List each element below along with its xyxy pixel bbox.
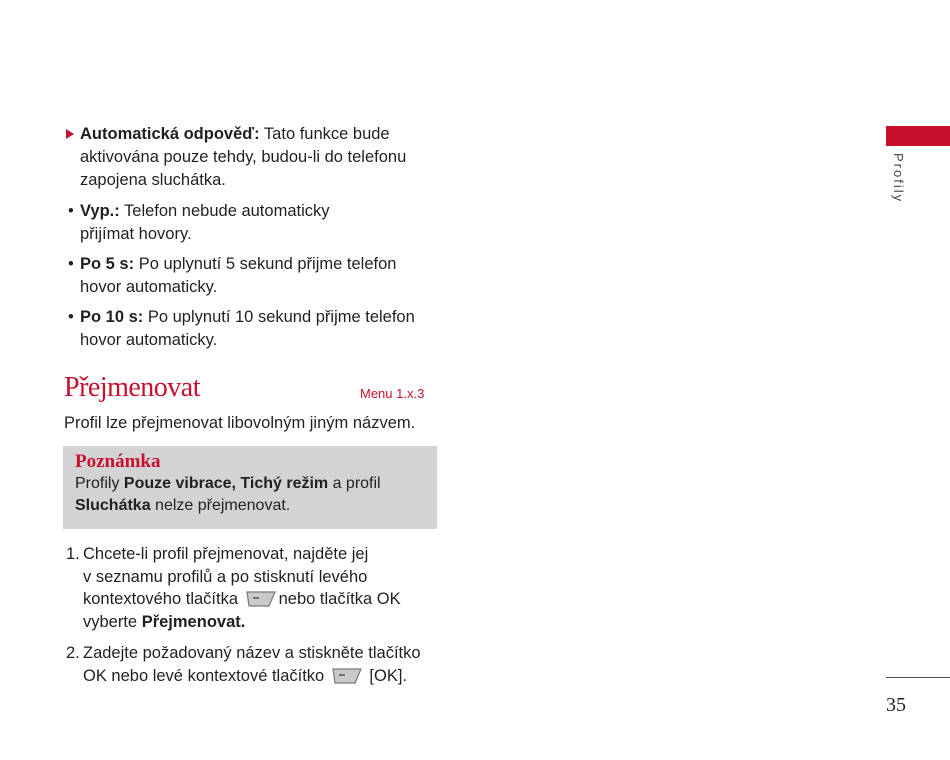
note-text-1: Profily: [75, 475, 124, 492]
auto-answer-text: [80, 123, 426, 192]
step-2: [66, 642, 426, 687]
note-text-3: nelze přejmenovat.: [150, 497, 291, 514]
step-line: Zadejte požadovaný název a stiskněte tlačítko: [83, 644, 421, 662]
step-number: 1.: [66, 545, 80, 563]
section-title: Přejmenovat: [64, 372, 201, 403]
option-desc: Po uplynutí 5 sekund přijme telefon: [134, 255, 397, 273]
note-bold-2: Sluchátka: [75, 497, 151, 514]
auto-answer-term: Automatická odpověď:: [80, 125, 260, 143]
rename-option: Přejmenovat.: [141, 612, 246, 631]
auto-answer-desc-3: zapojena sluchátka.: [80, 171, 226, 189]
step-1: [66, 543, 426, 633]
step-line: kontextového tlačítka: [83, 590, 243, 608]
section-intro: Profil lze přejmenovat libovolným jiným názvem.: [64, 414, 416, 432]
note-text-2: a profil: [328, 475, 381, 492]
step-line: [OK].: [364, 666, 407, 685]
chapter-tab-bar: [886, 126, 950, 146]
bullet-dot: •: [68, 308, 74, 326]
option-desc-cont: přijímat hovory.: [80, 225, 192, 243]
step-line: OK nebo levé kontextové tlačítko: [83, 666, 329, 685]
note-box: [63, 446, 437, 529]
step-line: nebo tlačítka OK: [278, 590, 401, 608]
option-desc-cont: hovor automaticky.: [80, 278, 218, 296]
note-title: Poznámka: [75, 451, 161, 472]
bullet-dot: •: [68, 202, 74, 220]
step-line: Chcete-li profil přejmenovat, najděte jej: [83, 545, 369, 563]
step-line: vyberte: [83, 612, 142, 631]
option-desc-cont: hovor automaticky.: [80, 331, 218, 349]
option-off: [68, 200, 428, 246]
bullet-dot: •: [68, 255, 74, 273]
page-rule: [886, 677, 950, 678]
step-number: 2.: [66, 644, 80, 662]
auto-answer-item: [66, 123, 426, 192]
step-line: v seznamu profilů a po stisknutí levého: [83, 567, 368, 586]
option-term: Vyp.:: [80, 202, 120, 220]
menu-reference: Menu 1.x.3: [360, 386, 425, 401]
page-number: 35: [886, 694, 906, 716]
option-desc: Telefon nebude automaticky: [119, 202, 330, 220]
auto-answer-desc-1: Tato funkce bude: [259, 125, 390, 143]
left-softkey-icon: [245, 590, 277, 608]
note-bold-1: Pouze vibrace, Tichý režim: [123, 475, 329, 492]
option-term: Po 10 s:: [80, 308, 144, 326]
auto-answer-desc-2: aktivována pouze tehdy, budou-li do telefonu: [80, 148, 407, 166]
triangle-bullet-icon: [66, 129, 74, 139]
note-text: [75, 473, 425, 517]
option-10s: [68, 306, 428, 352]
option-term: Po 5 s:: [80, 255, 135, 273]
option-desc: Po uplynutí 10 sekund přijme telefon: [143, 308, 415, 326]
chapter-label: Profily: [891, 153, 906, 204]
option-5s: [68, 253, 428, 299]
left-softkey-icon: [331, 667, 363, 685]
